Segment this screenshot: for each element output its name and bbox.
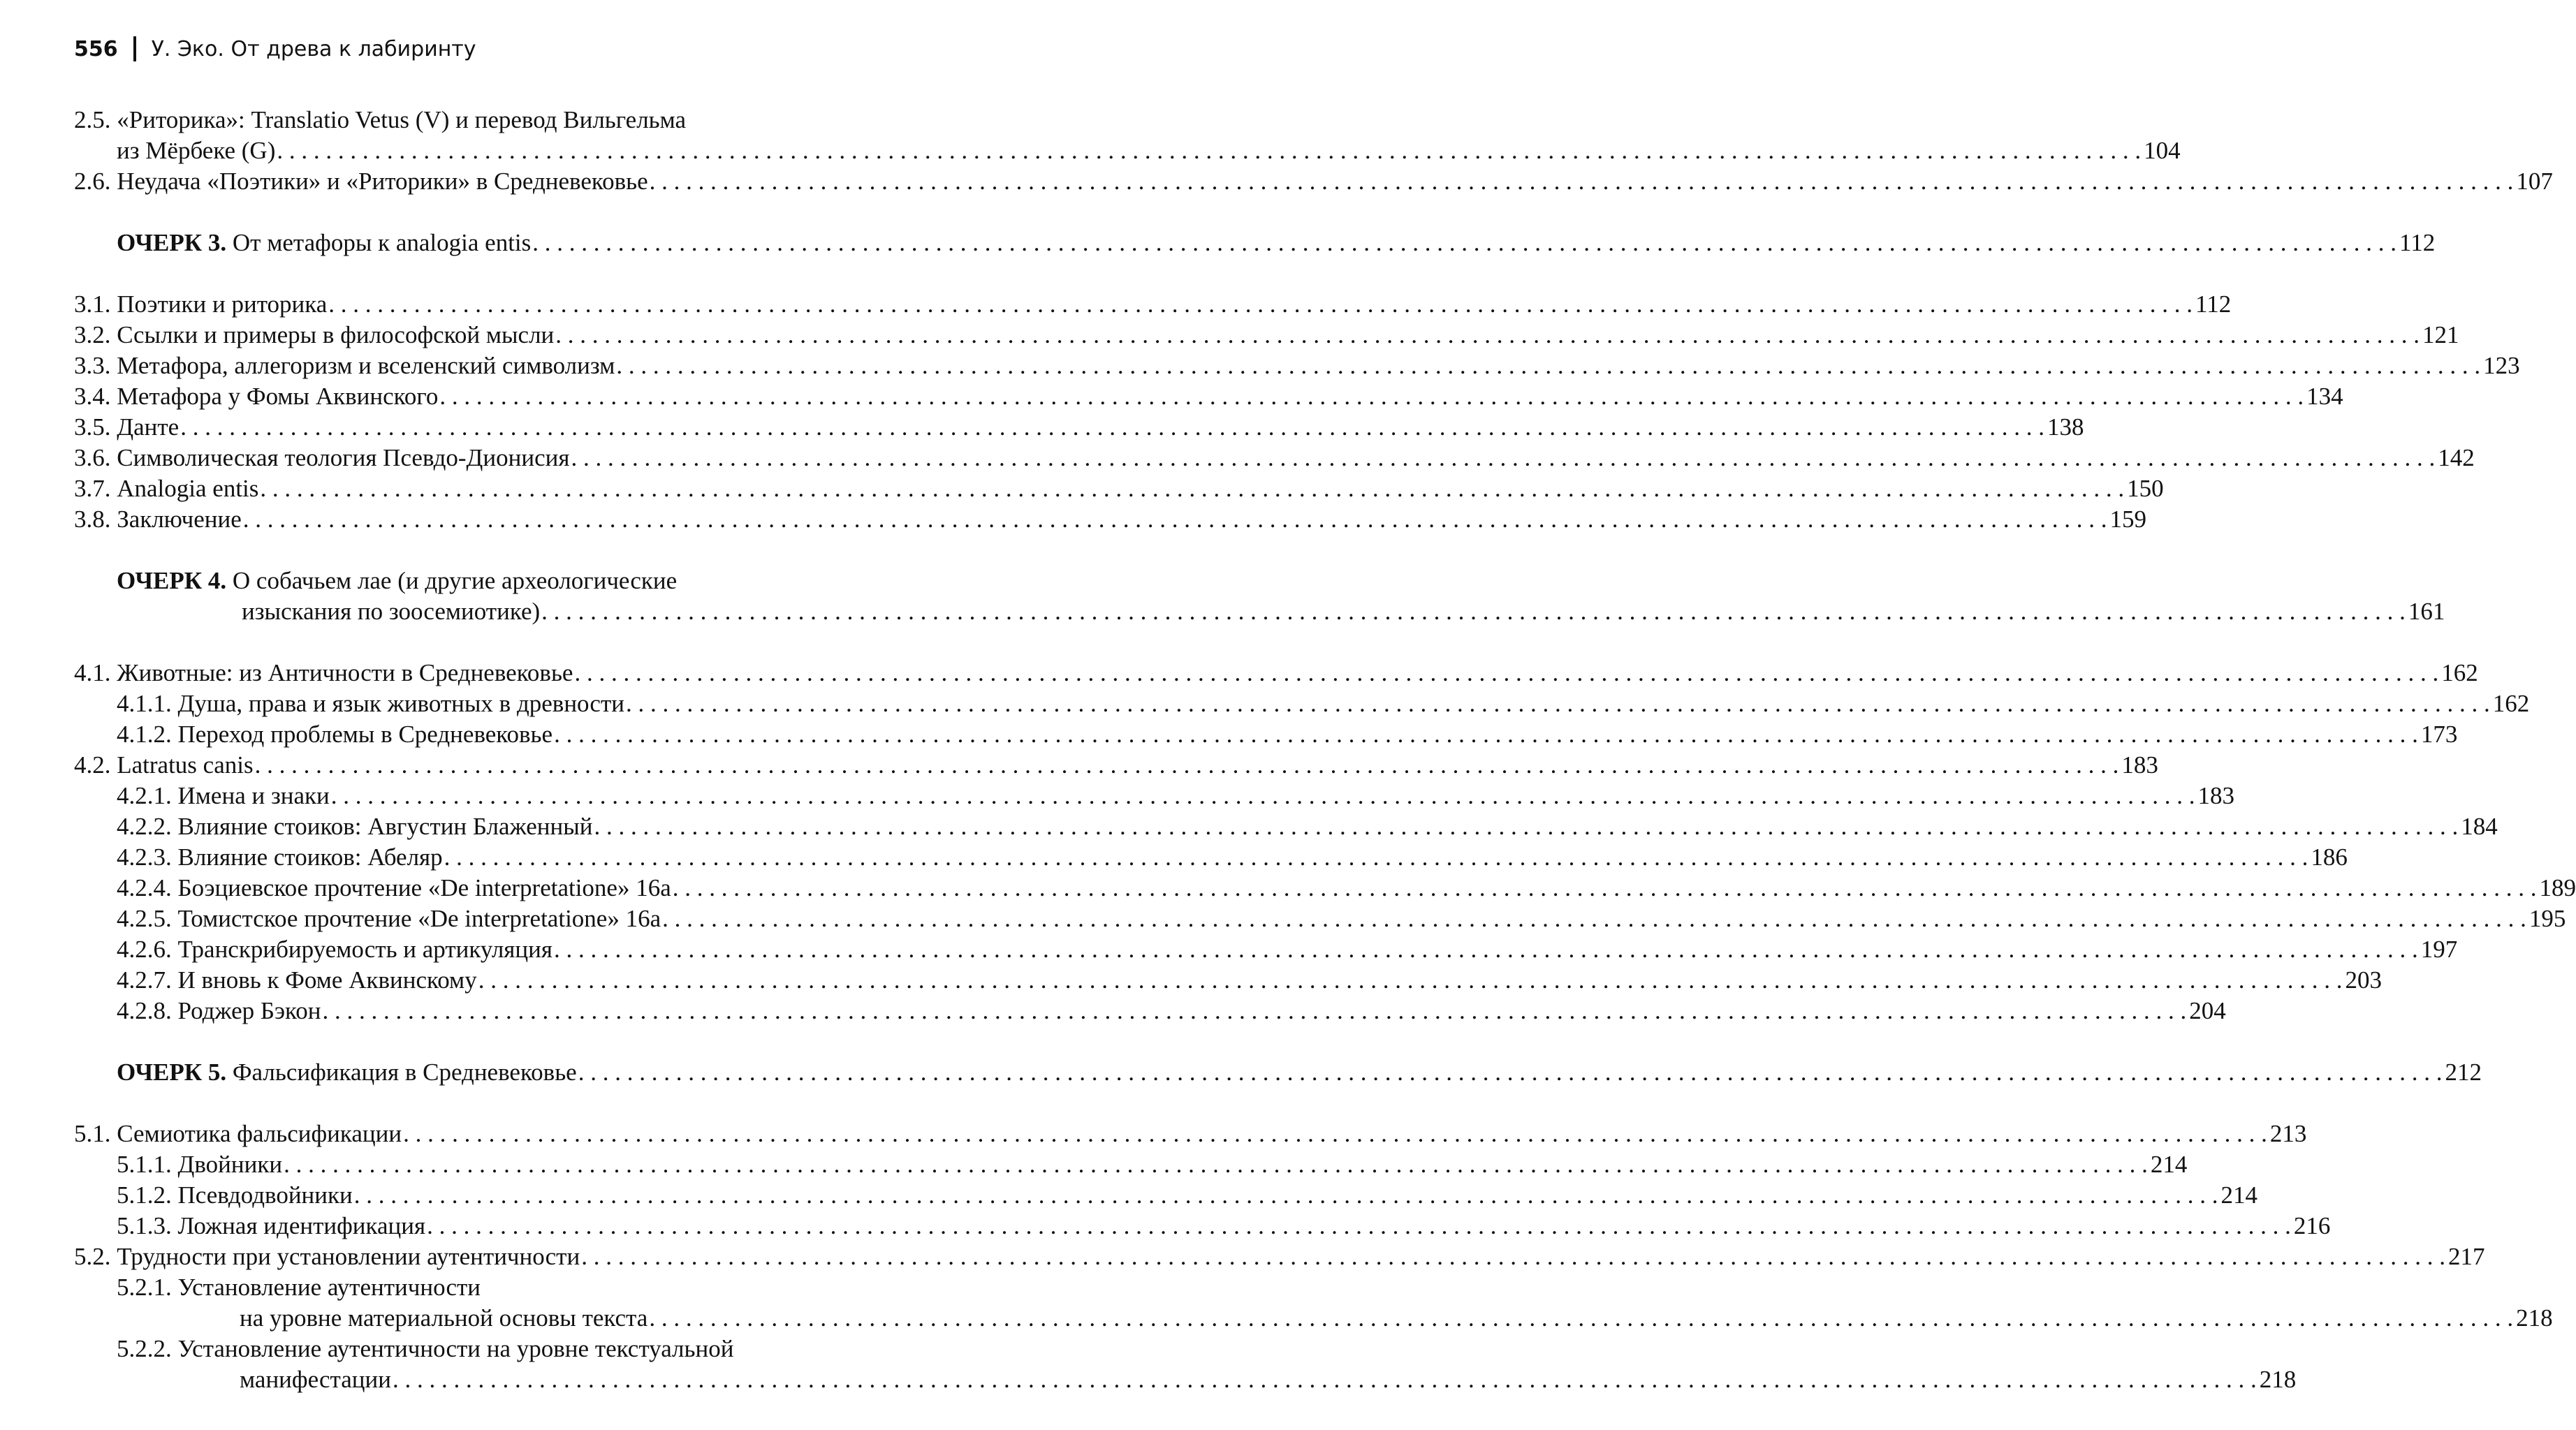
toc-text: Семиотика фальсификации — [117, 1120, 402, 1147]
toc-page: 216 — [2293, 1212, 2331, 1239]
toc-leader — [555, 320, 2420, 351]
toc-leader — [478, 965, 2343, 996]
toc-page: 150 — [2127, 475, 2164, 502]
toc-entry-4-2-6 — [74, 934, 2458, 965]
toc-text: Животные: из Античности в Средневековье — [117, 659, 573, 686]
toc-leader — [322, 996, 2186, 1026]
toc-page: 186 — [2311, 843, 2348, 871]
toc-text: на уровне материальной основы текста — [240, 1304, 648, 1332]
toc-entry-3-6 — [74, 443, 2475, 473]
page-number: 556 — [74, 36, 118, 61]
toc-number: 5.2.2. — [117, 1335, 172, 1362]
toc-essay-5 — [74, 1057, 2482, 1088]
toc-entry-5-2 — [74, 1241, 2485, 1272]
toc-entry-5-2-2-line2 — [74, 1364, 2297, 1395]
toc-text: Данте — [117, 413, 180, 441]
toc-text: Заключение — [117, 506, 242, 533]
toc-entry-5-1-2 — [74, 1180, 2257, 1211]
toc-leader — [243, 504, 2107, 535]
toc-number: 4.2. — [74, 751, 111, 779]
toc-entry-5-1 — [74, 1119, 2307, 1149]
toc-page: 218 — [2516, 1304, 2553, 1332]
toc-leader — [354, 1180, 2218, 1211]
running-head — [74, 36, 476, 61]
toc-number: 2.6. — [74, 168, 111, 195]
toc-leader — [284, 1149, 2148, 1180]
toc-number: 4.1.2. — [117, 721, 172, 748]
toc-leader — [594, 811, 2459, 842]
toc-text: Транскрибируемость и артикуляция — [177, 936, 552, 963]
toc-text: Символическая теология Псевдо-Дионисия — [117, 444, 570, 471]
toc-page: 214 — [2220, 1181, 2257, 1209]
toc-leader — [277, 135, 2141, 166]
toc-entry-4-2-4 — [74, 873, 2576, 904]
toc-entry-2-6 — [74, 166, 2553, 197]
toc-number: 5.1.2. — [117, 1181, 172, 1209]
toc-number: 5.2.1. — [117, 1274, 172, 1301]
toc-page: 183 — [2197, 782, 2235, 809]
toc-text: Ложная идентификация — [177, 1212, 426, 1239]
toc-leader — [331, 781, 2195, 811]
toc-page: 204 — [2189, 997, 2226, 1024]
toc-entry-5-2-1-line1 — [74, 1272, 930, 1303]
toc-entry-2-5-line2 — [74, 135, 2181, 166]
toc-entry-4-2-2 — [74, 811, 2498, 842]
toc-number: 5.1.3. — [117, 1212, 172, 1239]
toc-entry-4-2-5 — [74, 904, 2566, 934]
essay-label: ОЧЕРК 4. — [117, 567, 227, 594]
toc-entry-3-2 — [74, 320, 2459, 351]
toc-number: 4.2.1. — [117, 782, 172, 809]
toc-page: 112 — [2399, 229, 2436, 256]
toc-number: 4.1. — [74, 659, 111, 686]
toc-text: Ссылки и примеры в философской мысли — [117, 321, 555, 348]
toc-page: 121 — [2422, 321, 2459, 348]
toc-number: 3.3. — [74, 352, 111, 379]
toc-entry-5-1-1 — [74, 1149, 2188, 1180]
toc-leader — [581, 1241, 2445, 1272]
toc-page: 162 — [2492, 690, 2530, 717]
toc-leader — [650, 166, 2514, 197]
essay-title: Фальсификация в Средневековье — [232, 1059, 577, 1086]
toc-page: 104 — [2144, 137, 2181, 164]
toc-leader — [439, 381, 2304, 412]
toc-page: 203 — [2345, 966, 2382, 994]
toc-text: Поэтики и риторика — [117, 290, 328, 318]
toc-entry-3-4 — [74, 381, 2343, 412]
toc-text: Метафора, аллегоризм и вселенский символизм — [117, 352, 615, 379]
toc-page: 112 — [2195, 290, 2232, 318]
toc-text: Влияние стоиков: Абеляр — [177, 843, 443, 871]
toc-leader — [554, 934, 2418, 965]
toc-number: 4.2.8. — [117, 997, 172, 1024]
toc-number: 4.2.2. — [117, 813, 172, 840]
toc-entry-3-1 — [74, 289, 2232, 320]
toc-entry-4-1 — [74, 658, 2478, 688]
toc-number: 3.6. — [74, 444, 111, 471]
toc-text: Роджер Бэкон — [177, 997, 321, 1024]
essay-label: ОЧЕРК 3. — [117, 229, 227, 256]
toc-page: 195 — [2529, 905, 2566, 932]
toc-entry-4-2-8 — [74, 996, 2226, 1026]
toc-essay-4-line1 — [74, 566, 930, 596]
toc-page: 218 — [2259, 1366, 2297, 1393]
toc-number: 4.2.3. — [117, 843, 172, 871]
toc-text: Псевдодвойники — [177, 1181, 353, 1209]
toc-page: 162 — [2441, 659, 2478, 686]
toc-page: 217 — [2447, 1243, 2485, 1270]
toc-number: 3.7. — [74, 475, 111, 502]
toc-leader — [554, 719, 2418, 750]
table-of-contents — [74, 105, 2576, 1395]
toc-page: 123 — [2483, 352, 2520, 379]
toc-entry-4-2-3 — [74, 842, 2348, 873]
toc-leader — [574, 658, 2438, 688]
toc-number: 4.2.6. — [117, 936, 172, 963]
toc-leader — [328, 289, 2193, 320]
toc-page: 161 — [2408, 598, 2445, 625]
toc-essay-4-line2 — [74, 596, 2445, 627]
running-title: У. Эко. От древа к лабиринту — [151, 36, 476, 61]
essay-title: О собачьем лае (и другие археологические — [232, 567, 678, 594]
toc-text: Трудности при установлении аутентичности — [117, 1243, 580, 1270]
toc-text: Боэциевское прочтение «De interpretatione» 16a — [177, 874, 671, 901]
toc-number: 5.1.1. — [117, 1151, 172, 1178]
toc-text: из Мёрбеке (G) — [117, 137, 276, 164]
toc-page: 159 — [2109, 506, 2146, 533]
toc-page: 184 — [2461, 813, 2498, 840]
toc-page: 189 — [2539, 874, 2576, 901]
toc-text: Установление аутентичности на уровне текстуальной — [177, 1335, 734, 1362]
toc-leader — [673, 873, 2537, 904]
toc-number: 2.5. — [74, 106, 111, 133]
toc-leader — [393, 1364, 2257, 1395]
toc-text: Неудача «Поэтики» и «Риторики» в Средневековье — [117, 168, 648, 195]
toc-leader — [662, 904, 2526, 934]
essay-title: От метафоры к analogia entis — [232, 229, 532, 256]
toc-text: Имена и знаки — [177, 782, 330, 809]
toc-text: Установление аутентичности — [177, 1274, 481, 1301]
toc-leader — [403, 1119, 2267, 1149]
essay-label: ОЧЕРК 5. — [117, 1059, 227, 1086]
toc-page: 173 — [2420, 721, 2458, 748]
toc-page: 197 — [2420, 936, 2458, 963]
toc-number: 4.1.1. — [117, 690, 172, 717]
toc-page: 214 — [2150, 1151, 2188, 1178]
toc-text: Томистское прочтение «De interpretatione» 16a — [177, 905, 661, 932]
toc-leader — [626, 688, 2490, 719]
toc-number: 3.8. — [74, 506, 111, 533]
toc-number: 3.1. — [74, 290, 111, 318]
toc-entry-3-7 — [74, 473, 2164, 504]
toc-text: Analogia entis — [117, 475, 259, 502]
toc-page: 212 — [2445, 1059, 2482, 1086]
toc-leader — [616, 351, 2480, 381]
toc-number: 3.2. — [74, 321, 111, 348]
toc-text: Влияние стоиков: Августин Блаженный — [177, 813, 593, 840]
toc-page: 183 — [2121, 751, 2158, 779]
toc-entry-5-2-2-line1 — [74, 1334, 930, 1364]
toc-entry-4-2-1 — [74, 781, 2235, 811]
toc-number: 3.4. — [74, 383, 111, 410]
toc-text: Latratus canis — [117, 751, 254, 779]
toc-entry-2-5-line1 — [74, 105, 930, 135]
toc-text: «Риторика»: Translatio Vetus (V) и перевод Вильгельма — [117, 106, 687, 133]
toc-entry-5-1-3 — [74, 1211, 2331, 1241]
toc-text: Метафора у Фомы Аквинского — [117, 383, 439, 410]
toc-leader — [180, 412, 2044, 443]
toc-leader — [260, 473, 2124, 504]
toc-leader — [255, 750, 2119, 781]
toc-leader — [541, 596, 2406, 627]
toc-entry-3-3 — [74, 351, 2520, 381]
toc-text: манифестации — [240, 1366, 391, 1393]
toc-leader — [578, 1057, 2443, 1088]
toc-number: 5.1. — [74, 1120, 111, 1147]
toc-page: 213 — [2269, 1120, 2307, 1147]
toc-number: 3.5. — [74, 413, 111, 441]
essay-title: изыскания по зоосемиотике) — [242, 598, 541, 625]
toc-number: 4.2.7. — [117, 966, 172, 994]
toc-essay-3 — [74, 228, 2436, 258]
toc-number: 4.2.4. — [117, 874, 172, 901]
toc-leader — [532, 228, 2396, 258]
toc-leader — [571, 443, 2436, 473]
toc-entry-3-8 — [74, 504, 2146, 535]
toc-entry-5-2-1-line2 — [74, 1303, 2553, 1334]
toc-text: Двойники — [177, 1151, 283, 1178]
toc-text: Переход проблемы в Средневековье — [177, 721, 553, 748]
toc-entry-4-1-2 — [74, 719, 2458, 750]
toc-leader — [649, 1303, 2513, 1334]
toc-entry-4-2-7 — [74, 965, 2382, 996]
toc-text: И вновь к Фоме Аквинскому — [177, 966, 477, 994]
toc-number: 5.2. — [74, 1243, 111, 1270]
toc-leader — [444, 842, 2308, 873]
toc-number: 4.2.5. — [117, 905, 172, 932]
toc-page: 134 — [2306, 383, 2343, 410]
toc-leader — [427, 1211, 2291, 1241]
toc-entry-4-1-1 — [74, 688, 2530, 719]
toc-entry-3-5 — [74, 412, 2084, 443]
toc-entry-4-2 — [74, 750, 2158, 781]
toc-page: 138 — [2047, 413, 2084, 441]
header-divider — [133, 36, 136, 61]
toc-text: Душа, права и язык животных в древности — [177, 690, 624, 717]
toc-page: 142 — [2438, 444, 2475, 471]
toc-page: 107 — [2516, 168, 2553, 195]
